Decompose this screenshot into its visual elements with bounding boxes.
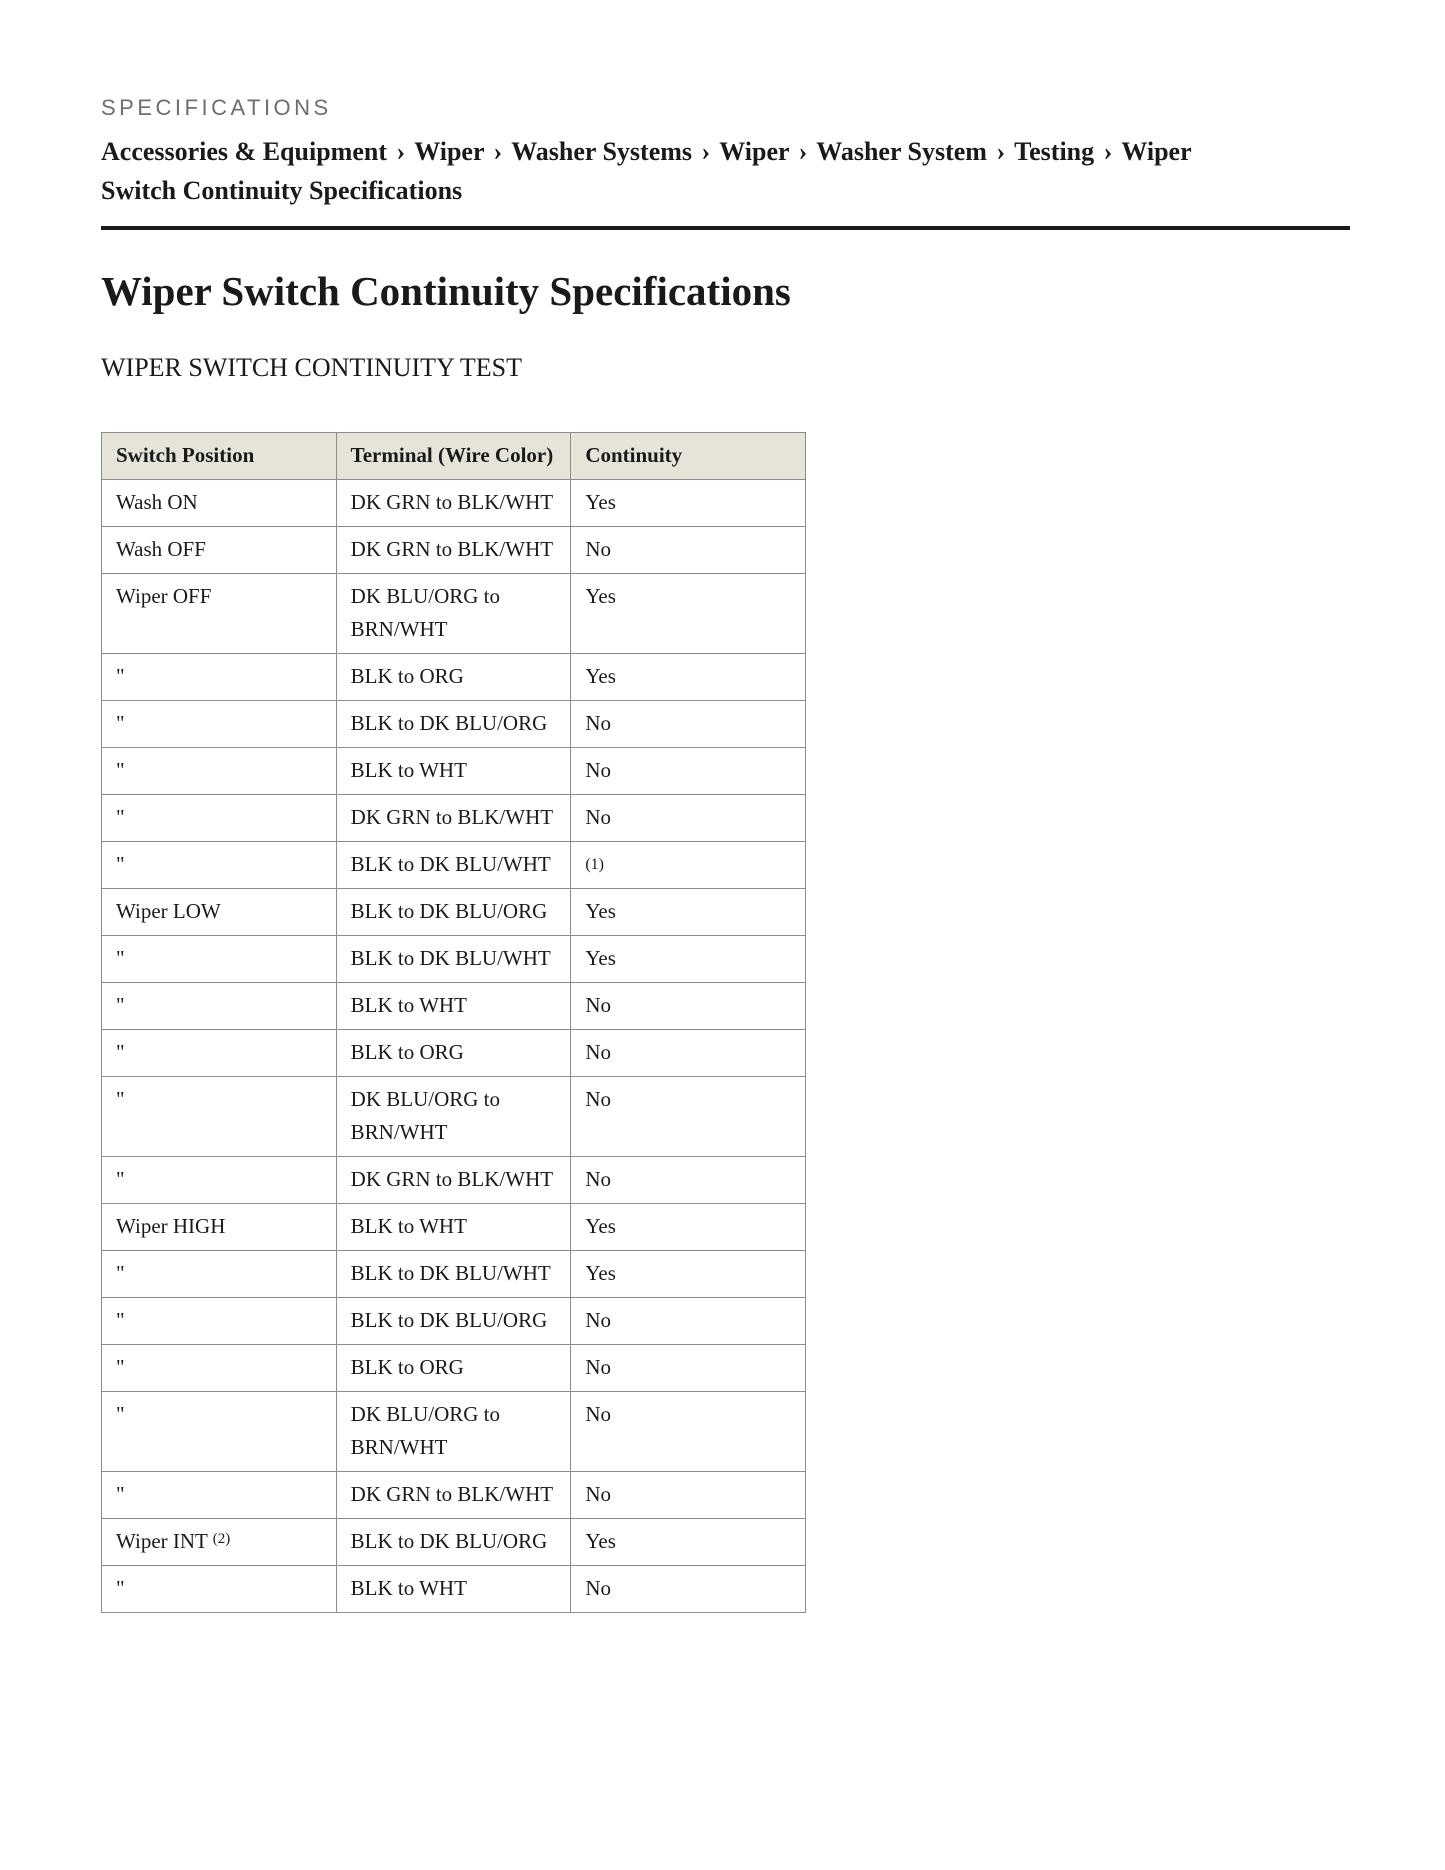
cell-switch-position	[102, 1204, 337, 1251]
table-row	[102, 1566, 806, 1613]
cell-switch-position	[102, 1298, 337, 1345]
table-row	[102, 527, 806, 574]
cell-continuity: No	[571, 748, 806, 795]
table-row	[102, 983, 806, 1030]
breadcrumb-item[interactable]: Wiper	[414, 137, 485, 166]
cell-continuity: Yes	[571, 936, 806, 983]
cell-terminal: BLK to DK BLU/ORG	[336, 1519, 571, 1566]
cell-continuity: Yes	[571, 574, 806, 654]
cell-terminal: BLK to DK BLU/WHT	[336, 842, 571, 889]
cell-terminal: BLK to DK BLU/WHT	[336, 936, 571, 983]
cell-switch-position	[102, 795, 337, 842]
switch-position-text: "	[116, 993, 125, 1017]
cell-switch-position	[102, 842, 337, 889]
cell-switch-position	[102, 1077, 337, 1157]
table-row	[102, 889, 806, 936]
cell-switch-position	[102, 1566, 337, 1613]
table-row	[102, 654, 806, 701]
cell-terminal: DK BLU/ORG to BRN/WHT	[336, 1392, 571, 1472]
cell-terminal: BLK to DK BLU/ORG	[336, 701, 571, 748]
continuity-table	[101, 432, 806, 1613]
cell-continuity: No	[571, 1077, 806, 1157]
cell-terminal: BLK to ORG	[336, 654, 571, 701]
breadcrumb	[101, 132, 1261, 210]
table-body	[102, 480, 806, 1613]
section-label: SPECIFICATIONS	[101, 95, 332, 120]
cell-switch-position	[102, 1251, 337, 1298]
cell-continuity: No	[571, 1030, 806, 1077]
cell-switch-position	[102, 701, 337, 748]
breadcrumb-item[interactable]: Wiper	[719, 137, 790, 166]
cell-terminal: BLK to ORG	[336, 1345, 571, 1392]
cell-continuity: Yes	[571, 889, 806, 936]
breadcrumb-item[interactable]: Accessories & Equipment	[101, 137, 387, 166]
cell-terminal: BLK to DK BLU/ORG	[336, 1298, 571, 1345]
breadcrumb-item[interactable]: Wiper Switch Continuity Specifications	[101, 137, 1192, 205]
table-row	[102, 1392, 806, 1472]
cell-switch-position	[102, 748, 337, 795]
breadcrumb-separator: ›	[701, 137, 711, 166]
page-title: Wiper Switch Continuity Specifications	[101, 268, 791, 314]
cell-terminal: BLK to WHT	[336, 1204, 571, 1251]
cell-switch-position	[102, 1157, 337, 1204]
cell-continuity: No	[571, 701, 806, 748]
cell-switch-position	[102, 889, 337, 936]
cell-continuity: Yes	[571, 480, 806, 527]
cell-continuity: No	[571, 795, 806, 842]
table-row	[102, 1157, 806, 1204]
cell-terminal: BLK to WHT	[336, 748, 571, 795]
breadcrumb-item[interactable]: Testing	[1014, 137, 1095, 166]
table-header-row	[102, 433, 806, 480]
column-header-continuity: Continuity	[571, 433, 806, 480]
table-row	[102, 1472, 806, 1519]
table-row	[102, 480, 806, 527]
switch-position-text: "	[116, 1576, 125, 1600]
cell-switch-position	[102, 1030, 337, 1077]
table-row	[102, 842, 806, 889]
breadcrumb-item[interactable]: Washer System	[816, 137, 987, 166]
table-row	[102, 795, 806, 842]
switch-position-text: Wiper OFF	[116, 584, 212, 608]
switch-position-text: Wash OFF	[116, 537, 206, 561]
cell-continuity: Yes	[571, 654, 806, 701]
cell-continuity: No	[571, 1392, 806, 1472]
cell-terminal: DK GRN to BLK/WHT	[336, 795, 571, 842]
cell-terminal: DK GRN to BLK/WHT	[336, 480, 571, 527]
table-row	[102, 1298, 806, 1345]
cell-continuity: Yes	[571, 1204, 806, 1251]
cell-terminal: DK GRN to BLK/WHT	[336, 527, 571, 574]
switch-position-text: "	[116, 758, 125, 782]
breadcrumb-separator: ›	[1103, 137, 1113, 166]
cell-switch-position	[102, 936, 337, 983]
breadcrumb-separator: ›	[396, 137, 406, 166]
cell-terminal: BLK to ORG	[336, 1030, 571, 1077]
column-header-switch-position: Switch Position	[102, 433, 337, 480]
cell-terminal: BLK to DK BLU/WHT	[336, 1251, 571, 1298]
switch-position-text: "	[116, 946, 125, 970]
cell-switch-position	[102, 1345, 337, 1392]
breadcrumb-item[interactable]: Washer Systems	[511, 137, 693, 166]
switch-position-text: "	[116, 852, 125, 876]
switch-position-text: Wiper INT	[116, 1529, 208, 1553]
switch-position-text: "	[116, 664, 125, 688]
cell-continuity: No	[571, 1472, 806, 1519]
cell-continuity: No	[571, 1345, 806, 1392]
switch-position-text: "	[116, 1087, 125, 1111]
table-row	[102, 1519, 806, 1566]
switch-position-text: "	[116, 1402, 125, 1426]
table-row	[102, 1030, 806, 1077]
cell-switch-position	[102, 574, 337, 654]
cell-continuity: No	[571, 983, 806, 1030]
footnote-marker: (2)	[212, 1531, 231, 1547]
cell-switch-position	[102, 480, 337, 527]
cell-switch-position	[102, 983, 337, 1030]
breadcrumb-separator: ›	[996, 137, 1006, 166]
switch-position-text: "	[116, 1355, 125, 1379]
cell-terminal: DK GRN to BLK/WHT	[336, 1472, 571, 1519]
switch-position-text: "	[116, 1308, 125, 1332]
cell-terminal: BLK to WHT	[336, 1566, 571, 1613]
cell-continuity: Yes	[571, 1519, 806, 1566]
table-subtitle: WIPER SWITCH CONTINUITY TEST	[101, 353, 523, 382]
switch-position-text: "	[116, 805, 125, 829]
table-row	[102, 1204, 806, 1251]
table-row	[102, 748, 806, 795]
column-header-terminal: Terminal (Wire Color)	[336, 433, 571, 480]
table-row	[102, 1251, 806, 1298]
breadcrumb-separator: ›	[493, 137, 503, 166]
cell-continuity: No	[571, 527, 806, 574]
cell-continuity: (1)	[571, 842, 806, 889]
cell-terminal: BLK to WHT	[336, 983, 571, 1030]
switch-position-text: Wiper HIGH	[116, 1214, 226, 1238]
cell-terminal: DK BLU/ORG to BRN/WHT	[336, 1077, 571, 1157]
cell-terminal: DK GRN to BLK/WHT	[336, 1157, 571, 1204]
cell-switch-position	[102, 654, 337, 701]
cell-terminal: BLK to DK BLU/ORG	[336, 889, 571, 936]
cell-continuity: No	[571, 1566, 806, 1613]
table-row	[102, 574, 806, 654]
table-row	[102, 1345, 806, 1392]
divider	[101, 226, 1350, 230]
cell-switch-position	[102, 1519, 337, 1566]
switch-position-text: "	[116, 1261, 125, 1285]
table-row	[102, 936, 806, 983]
cell-switch-position	[102, 1392, 337, 1472]
cell-continuity: No	[571, 1298, 806, 1345]
switch-position-text: Wash ON	[116, 490, 198, 514]
page	[101, 92, 1351, 1613]
cell-switch-position	[102, 1472, 337, 1519]
switch-position-text: "	[116, 711, 125, 735]
table-row	[102, 701, 806, 748]
table-row	[102, 1077, 806, 1157]
switch-position-text: "	[116, 1167, 125, 1191]
cell-terminal: DK BLU/ORG to BRN/WHT	[336, 574, 571, 654]
switch-position-text: "	[116, 1482, 125, 1506]
switch-position-text: Wiper LOW	[116, 899, 221, 923]
cell-switch-position	[102, 527, 337, 574]
cell-continuity: Yes	[571, 1251, 806, 1298]
breadcrumb-separator: ›	[798, 137, 808, 166]
switch-position-text: "	[116, 1040, 125, 1064]
cell-continuity: No	[571, 1157, 806, 1204]
